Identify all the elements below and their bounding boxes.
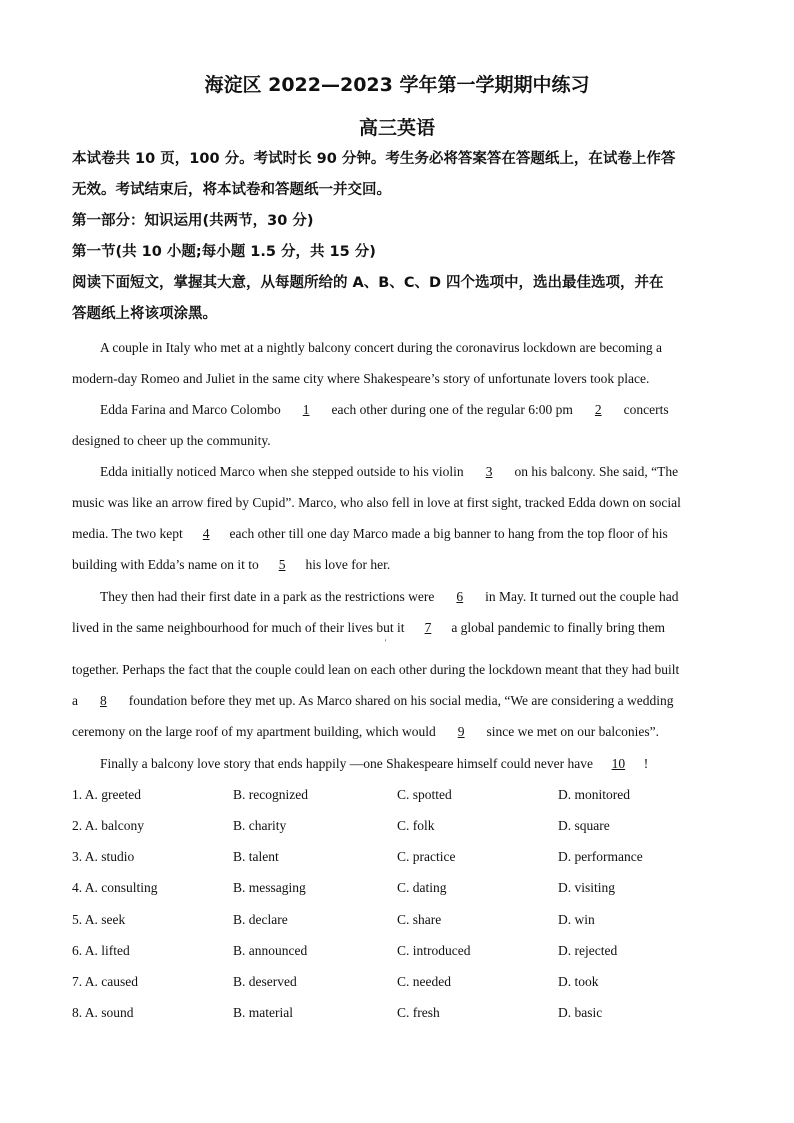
question-options bbox=[72, 849, 722, 869]
option-b: B. announced bbox=[233, 943, 308, 958]
option-c: C. share bbox=[397, 912, 442, 927]
option-b: B. charity bbox=[233, 818, 287, 833]
question-options bbox=[72, 880, 722, 900]
blank-1: 1 bbox=[302, 402, 310, 417]
blank-2: 2 bbox=[594, 402, 602, 417]
passage-line: lived in the same neighbourhood for much of their lives but it 7 a global pandemic to finally bring them bbox=[72, 620, 666, 635]
option-a: 7. A. caused bbox=[72, 974, 138, 989]
blank-10: 10 bbox=[611, 756, 626, 771]
passage-line: Finally a balcony love story that ends happily —one Shakespeare himself could never have 10 ! bbox=[100, 756, 649, 771]
question-options bbox=[72, 943, 722, 963]
option-b: B. messaging bbox=[233, 880, 306, 895]
part-heading: 第一部分：知识运用(共两节，30 分) bbox=[72, 213, 314, 229]
passage-line: designed to cheer up the community. bbox=[72, 433, 271, 448]
option-b: B. recognized bbox=[233, 787, 308, 802]
exam-title: 海淀区 2022—2023 学年第一学期期中练习 bbox=[204, 74, 590, 96]
question-options bbox=[72, 974, 722, 994]
passage-line: modern-day Romeo and Juliet in the same city where Shakespeare’s story of unfortunate lovers took place. bbox=[72, 371, 650, 386]
blank-8: 8 bbox=[100, 693, 107, 708]
directions-line-2: 答题纸上将该项涂黑。 bbox=[72, 306, 217, 322]
option-a: 2. A. balcony bbox=[72, 818, 144, 833]
option-a: 4. A. consulting bbox=[72, 880, 158, 895]
question-options bbox=[72, 787, 722, 807]
instruction-line-2: 无效。考试结束后，将本试卷和答题纸一并交回。 bbox=[72, 182, 391, 198]
option-c: C. spotted bbox=[397, 787, 452, 802]
passage-line: together. Perhaps the fact that the couple could lean on each other during the lockdown meant that they had built bbox=[72, 662, 680, 677]
directions-line-1: 阅读下面短文，掌握其大意，从每题所给的 A、B、C、D 四个选项中，选出最佳选项，并在 bbox=[72, 275, 664, 291]
option-d: D. monitored bbox=[558, 787, 630, 802]
option-d: D. square bbox=[558, 818, 610, 833]
option-c: C. folk bbox=[397, 818, 435, 833]
passage-line: media. The two kept 4 each other till one day Marco made a big banner to hang from the top floor of his bbox=[72, 526, 668, 541]
question-options bbox=[72, 1005, 722, 1025]
option-c: C. introduced bbox=[397, 943, 471, 958]
option-b: B. deserved bbox=[233, 974, 297, 989]
passage-line: a 8 foundation before they met up. As Marco shared on his social media, “We are considering a wedding bbox=[72, 693, 674, 708]
option-b: B. talent bbox=[233, 849, 279, 864]
exam-subtitle: 高三英语 bbox=[358, 117, 435, 139]
passage-line: Edda initially noticed Marco when she stepped outside to his violin 3 on his balcony. She said, “The bbox=[100, 464, 679, 479]
blank-3: 3 bbox=[485, 464, 493, 479]
option-d: D. took bbox=[558, 974, 599, 989]
option-a: 6. A. lifted bbox=[72, 943, 130, 958]
option-a: 1. A. greeted bbox=[72, 787, 141, 802]
option-c: C. needed bbox=[397, 974, 451, 989]
blank-9: 9 bbox=[457, 724, 465, 739]
option-d: D. win bbox=[558, 912, 595, 927]
option-d: D. performance bbox=[558, 849, 643, 864]
passage-line: A couple in Italy who met at a nightly balcony concert during the coronavirus lockdown are becoming a bbox=[100, 340, 662, 355]
question-options bbox=[72, 912, 722, 932]
option-b: B. declare bbox=[233, 912, 288, 927]
option-d: D. basic bbox=[558, 1005, 603, 1020]
blank-6: 6 bbox=[456, 589, 464, 604]
option-c: C. practice bbox=[397, 849, 456, 864]
option-a: 5. A. seek bbox=[72, 912, 126, 927]
option-a: 8. A. sound bbox=[72, 1005, 134, 1020]
option-d: D. rejected bbox=[558, 943, 618, 958]
option-c: C. fresh bbox=[397, 1005, 440, 1020]
option-c: C. dating bbox=[397, 880, 447, 895]
passage-line: music was like an arrow fired by Cupid”. Marco, who also fell in love at first sight, tracked Edda down on social bbox=[72, 495, 681, 510]
passage-line: They then had their first date in a park as the restrictions were 6 in May. It turned out the couple had bbox=[100, 589, 679, 604]
stray-mark: ' bbox=[385, 638, 387, 647]
option-a: 3. A. studio bbox=[72, 849, 135, 864]
option-b: B. material bbox=[233, 1005, 293, 1020]
blank-5: 5 bbox=[278, 557, 286, 572]
option-d: D. visiting bbox=[558, 880, 616, 895]
passage-line: building with Edda’s name on it to 5 his love for her. bbox=[72, 557, 391, 572]
section-heading: 第一节(共 10 小题;每小题 1.5 分，共 15 分) bbox=[72, 244, 376, 260]
passage-line: Edda Farina and Marco Colombo 1 each other during one of the regular 6:00 pm 2 concerts bbox=[100, 402, 669, 417]
blank-7: 7 bbox=[424, 620, 432, 635]
passage-line: ceremony on the large roof of my apartment building, which would 9 since we met on our balconies”. bbox=[72, 724, 659, 739]
question-options bbox=[72, 818, 722, 838]
instruction-line-1: 本试卷共 10 页，100 分。考试时长 90 分钟。考生务必将答案答在答题纸上，在试卷上作答 bbox=[72, 151, 676, 167]
blank-4: 4 bbox=[202, 526, 210, 541]
